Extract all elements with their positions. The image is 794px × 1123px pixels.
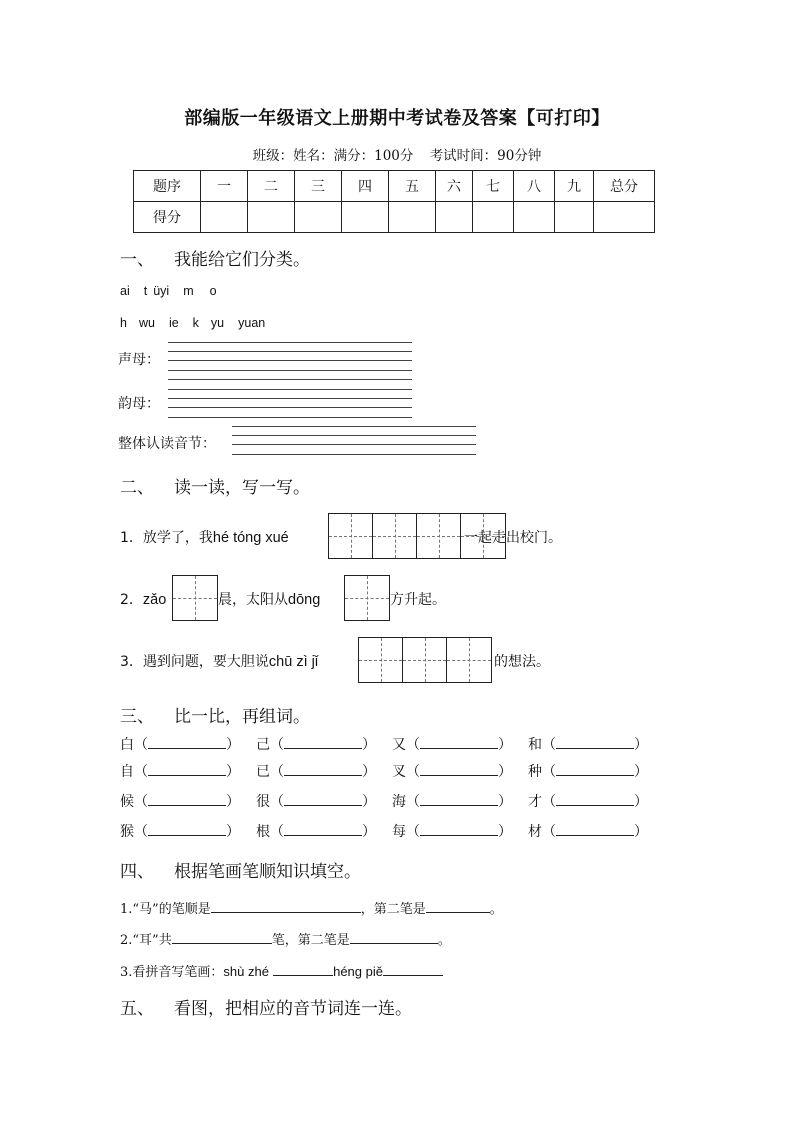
writing-cell[interactable] bbox=[417, 514, 461, 558]
score-table bbox=[133, 170, 655, 233]
pinyin-item: yi bbox=[160, 284, 170, 298]
pinyin-row-2 bbox=[120, 316, 273, 330]
character: 己 bbox=[256, 737, 270, 753]
score-cell[interactable] bbox=[514, 202, 555, 233]
answer-line[interactable] bbox=[168, 398, 412, 399]
paren: ） bbox=[498, 824, 512, 840]
answer-blank[interactable] bbox=[148, 793, 226, 806]
character: 又 bbox=[392, 737, 406, 753]
paren: （ bbox=[406, 737, 420, 753]
pinyin-row-1 bbox=[120, 284, 225, 298]
page-title: 部编版一年级语文上册期中考试卷及答案【可打印】 bbox=[184, 108, 610, 129]
answer-blank[interactable] bbox=[420, 823, 498, 836]
paren: ） bbox=[226, 764, 240, 780]
section-number: 一、 bbox=[120, 250, 154, 270]
writing-cell[interactable] bbox=[403, 638, 447, 682]
compare-item bbox=[120, 821, 256, 841]
answer-blank[interactable] bbox=[172, 931, 272, 944]
answer-line[interactable] bbox=[168, 351, 412, 352]
question-text: 一起走出校门。 bbox=[464, 530, 562, 546]
question-text: 的想法。 bbox=[494, 654, 550, 670]
score-cell[interactable] bbox=[555, 202, 594, 233]
writing-grid[interactable] bbox=[172, 575, 218, 621]
character: 和 bbox=[528, 737, 542, 753]
paren: ） bbox=[362, 794, 376, 810]
score-cell[interactable] bbox=[295, 202, 342, 233]
answer-line[interactable] bbox=[168, 379, 412, 380]
pinyin-item: yu bbox=[210, 316, 225, 330]
paren: ） bbox=[226, 824, 240, 840]
writing-cell[interactable] bbox=[447, 638, 491, 682]
answer-blank[interactable] bbox=[556, 763, 634, 776]
writing-grid[interactable] bbox=[344, 575, 390, 621]
question-text: 1．放学了，我 bbox=[120, 530, 213, 546]
answer-line[interactable] bbox=[168, 407, 412, 408]
question-text: ，第二笔是 bbox=[360, 902, 426, 917]
paren: ） bbox=[634, 794, 648, 810]
pinyin-item: h bbox=[120, 316, 127, 330]
compare-item bbox=[528, 791, 664, 811]
paren: ） bbox=[634, 824, 648, 840]
compare-item bbox=[392, 791, 528, 811]
score-row-label: 得分 bbox=[134, 202, 201, 233]
question-2-1 bbox=[120, 527, 289, 547]
pinyin-item: yuan bbox=[238, 316, 266, 330]
character: 猴 bbox=[120, 824, 134, 840]
paren: （ bbox=[542, 737, 556, 753]
answer-line[interactable] bbox=[168, 417, 412, 418]
pinyin-item: wu bbox=[138, 316, 155, 330]
score-cell[interactable] bbox=[201, 202, 248, 233]
compare-row bbox=[120, 791, 664, 811]
question-text: 2.“耳”共 bbox=[120, 933, 172, 948]
answer-blank[interactable] bbox=[426, 900, 490, 913]
paren: ） bbox=[226, 794, 240, 810]
table-header-cell: 一 bbox=[201, 171, 248, 202]
paren: （ bbox=[542, 794, 556, 810]
table-header-cell: 题序 bbox=[134, 171, 201, 202]
paren: ） bbox=[226, 737, 240, 753]
question-text: 3．遇到问题，要大胆说 bbox=[120, 654, 269, 670]
answer-blank[interactable] bbox=[420, 736, 498, 749]
section-title: 根据笔画笔顺知识填空。 bbox=[174, 862, 361, 882]
character: 叉 bbox=[392, 764, 406, 780]
character: 白 bbox=[120, 737, 134, 753]
paren: ） bbox=[634, 737, 648, 753]
section-title: 读一读，写一写。 bbox=[174, 478, 310, 498]
character: 海 bbox=[392, 794, 406, 810]
score-cell[interactable] bbox=[342, 202, 389, 233]
table-header-cell: 六 bbox=[436, 171, 473, 202]
question-text: 晨，太阳从 bbox=[218, 592, 288, 608]
score-cell[interactable] bbox=[436, 202, 473, 233]
character: 种 bbox=[528, 764, 542, 780]
question-text: 。 bbox=[489, 902, 503, 917]
compare-item bbox=[528, 821, 664, 841]
paren: ） bbox=[498, 737, 512, 753]
answer-blank[interactable] bbox=[556, 736, 634, 749]
answer-line[interactable] bbox=[232, 454, 476, 455]
compare-item bbox=[392, 761, 528, 781]
paren: （ bbox=[406, 794, 420, 810]
section-title: 看图，把相应的音节词连一连。 bbox=[174, 999, 412, 1019]
compare-item bbox=[120, 734, 256, 754]
paren: （ bbox=[270, 824, 284, 840]
yunmu-label: 韵母： bbox=[118, 396, 160, 412]
character: 根 bbox=[256, 824, 270, 840]
score-cell[interactable] bbox=[389, 202, 436, 233]
writing-cell[interactable] bbox=[173, 576, 217, 620]
score-table-header-row bbox=[134, 171, 655, 202]
compare-item bbox=[256, 761, 392, 781]
answer-blank[interactable] bbox=[148, 736, 226, 749]
compare-item bbox=[528, 761, 664, 781]
zhengti-label: 整体认读音节： bbox=[118, 436, 216, 452]
answer-blank[interactable] bbox=[420, 793, 498, 806]
character: 才 bbox=[528, 794, 542, 810]
paren: （ bbox=[406, 764, 420, 780]
section-title: 比一比，再组词。 bbox=[174, 707, 310, 727]
writing-cell[interactable] bbox=[373, 514, 417, 558]
question-4-1 bbox=[120, 898, 503, 917]
section-1-heading bbox=[120, 245, 310, 270]
question-text: 方升起。 bbox=[390, 592, 446, 608]
character: 候 bbox=[120, 794, 134, 810]
table-header-cell: 四 bbox=[342, 171, 389, 202]
section-2-heading bbox=[120, 473, 310, 498]
character: 自 bbox=[120, 764, 134, 780]
answer-blank[interactable] bbox=[284, 763, 362, 776]
answer-blank[interactable] bbox=[211, 900, 361, 913]
question-text: 3.看拼音写笔画： bbox=[120, 965, 224, 980]
answer-line[interactable] bbox=[168, 342, 412, 343]
table-header-cell: 五 bbox=[389, 171, 436, 202]
section-number: 五、 bbox=[120, 999, 154, 1019]
paren: ） bbox=[498, 794, 512, 810]
section-3-heading bbox=[120, 702, 310, 727]
pinyin-prompt: zǎo bbox=[142, 592, 167, 608]
section-5-heading bbox=[120, 994, 412, 1019]
paren: （ bbox=[134, 794, 148, 810]
pinyin-item: ai bbox=[120, 284, 130, 298]
table-header-cell: 七 bbox=[473, 171, 514, 202]
exam-time-label: 考试时间：90分钟 bbox=[429, 148, 542, 164]
pinyin-item: ü bbox=[153, 284, 161, 298]
pinyin-item: m bbox=[183, 284, 194, 298]
paren: ） bbox=[498, 764, 512, 780]
answer-blank[interactable] bbox=[273, 963, 333, 976]
paren: （ bbox=[134, 824, 148, 840]
exam-info bbox=[0, 144, 794, 164]
question-text: 笔，第二笔是 bbox=[271, 933, 350, 948]
question-4-3 bbox=[120, 961, 443, 980]
section-number: 三、 bbox=[120, 707, 154, 727]
question-2-2 bbox=[120, 589, 166, 609]
answer-blank[interactable] bbox=[556, 823, 634, 836]
answer-line[interactable] bbox=[232, 444, 476, 445]
character: 材 bbox=[528, 824, 542, 840]
question-text: 1.“马”的笔顺是 bbox=[120, 902, 211, 917]
paren: （ bbox=[542, 764, 556, 780]
question-text: 2． bbox=[120, 592, 143, 608]
class-name-score-label: 班级：姓名：满分：100分 bbox=[252, 148, 414, 164]
paren: （ bbox=[270, 794, 284, 810]
compare-item bbox=[256, 821, 392, 841]
question-2-2-mid bbox=[218, 589, 320, 609]
paren: ） bbox=[362, 764, 376, 780]
answer-line[interactable] bbox=[232, 435, 476, 436]
answer-blank[interactable] bbox=[148, 763, 226, 776]
compare-item bbox=[120, 761, 256, 781]
question-text: 。 bbox=[437, 933, 451, 948]
paren: （ bbox=[270, 764, 284, 780]
shengmu-label: 声母： bbox=[118, 352, 160, 368]
paren: （ bbox=[406, 824, 420, 840]
compare-item bbox=[392, 734, 528, 754]
score-table-score-row bbox=[134, 202, 655, 233]
section-4-heading bbox=[120, 857, 361, 882]
pinyin-prompt: chū zì jǐ bbox=[268, 654, 319, 670]
score-cell[interactable] bbox=[248, 202, 295, 233]
character: 每 bbox=[392, 824, 406, 840]
answer-blank[interactable] bbox=[284, 793, 362, 806]
paren: （ bbox=[134, 737, 148, 753]
character: 很 bbox=[256, 794, 270, 810]
character: 已 bbox=[256, 764, 270, 780]
paren: ） bbox=[362, 737, 376, 753]
answer-blank[interactable] bbox=[350, 931, 438, 944]
question-2-3 bbox=[120, 651, 318, 671]
pinyin-item: ie bbox=[168, 316, 179, 330]
pinyin-item: o bbox=[209, 284, 217, 298]
pinyin-item: k bbox=[192, 316, 199, 330]
paren: （ bbox=[270, 737, 284, 753]
compare-item bbox=[256, 734, 392, 754]
writing-cell[interactable] bbox=[329, 514, 373, 558]
answer-blank[interactable] bbox=[284, 823, 362, 836]
paren: ） bbox=[362, 824, 376, 840]
section-title: 我能给它们分类。 bbox=[174, 250, 310, 270]
answer-line[interactable] bbox=[168, 389, 412, 390]
answer-blank[interactable] bbox=[556, 793, 634, 806]
answer-line[interactable] bbox=[168, 360, 412, 361]
compare-item bbox=[256, 791, 392, 811]
table-header-cell: 总分 bbox=[594, 171, 655, 202]
compare-item bbox=[120, 791, 256, 811]
compare-row bbox=[120, 734, 664, 754]
compare-row bbox=[120, 821, 664, 841]
paren: （ bbox=[542, 824, 556, 840]
paren: ） bbox=[634, 764, 648, 780]
compare-row bbox=[120, 761, 664, 781]
table-header-cell: 二 bbox=[248, 171, 295, 202]
answer-blank[interactable] bbox=[284, 736, 362, 749]
writing-cell[interactable] bbox=[359, 638, 403, 682]
answer-line[interactable] bbox=[232, 426, 476, 427]
table-header-cell: 八 bbox=[514, 171, 555, 202]
paren: （ bbox=[134, 764, 148, 780]
pinyin-prompt: héng piě bbox=[333, 964, 383, 979]
question-4-2 bbox=[120, 929, 451, 948]
writing-grid[interactable] bbox=[358, 637, 492, 683]
compare-item bbox=[392, 821, 528, 841]
section-number: 四、 bbox=[120, 862, 154, 882]
pinyin-prompt: dōng bbox=[288, 592, 321, 608]
table-header-cell: 三 bbox=[295, 171, 342, 202]
pinyin-item: t bbox=[143, 284, 148, 298]
pinyin-prompt: hé tóng xué bbox=[212, 530, 289, 546]
answer-blank[interactable] bbox=[420, 763, 498, 776]
answer-blank[interactable] bbox=[383, 963, 443, 976]
answer-blank[interactable] bbox=[148, 823, 226, 836]
writing-cell[interactable] bbox=[345, 576, 389, 620]
table-header-cell: 九 bbox=[555, 171, 594, 202]
pinyin-prompt: shù zhé bbox=[223, 964, 269, 979]
section-number: 二、 bbox=[120, 478, 154, 498]
score-cell[interactable] bbox=[473, 202, 514, 233]
score-cell[interactable] bbox=[594, 202, 655, 233]
compare-item bbox=[528, 734, 664, 754]
answer-line[interactable] bbox=[168, 370, 412, 371]
